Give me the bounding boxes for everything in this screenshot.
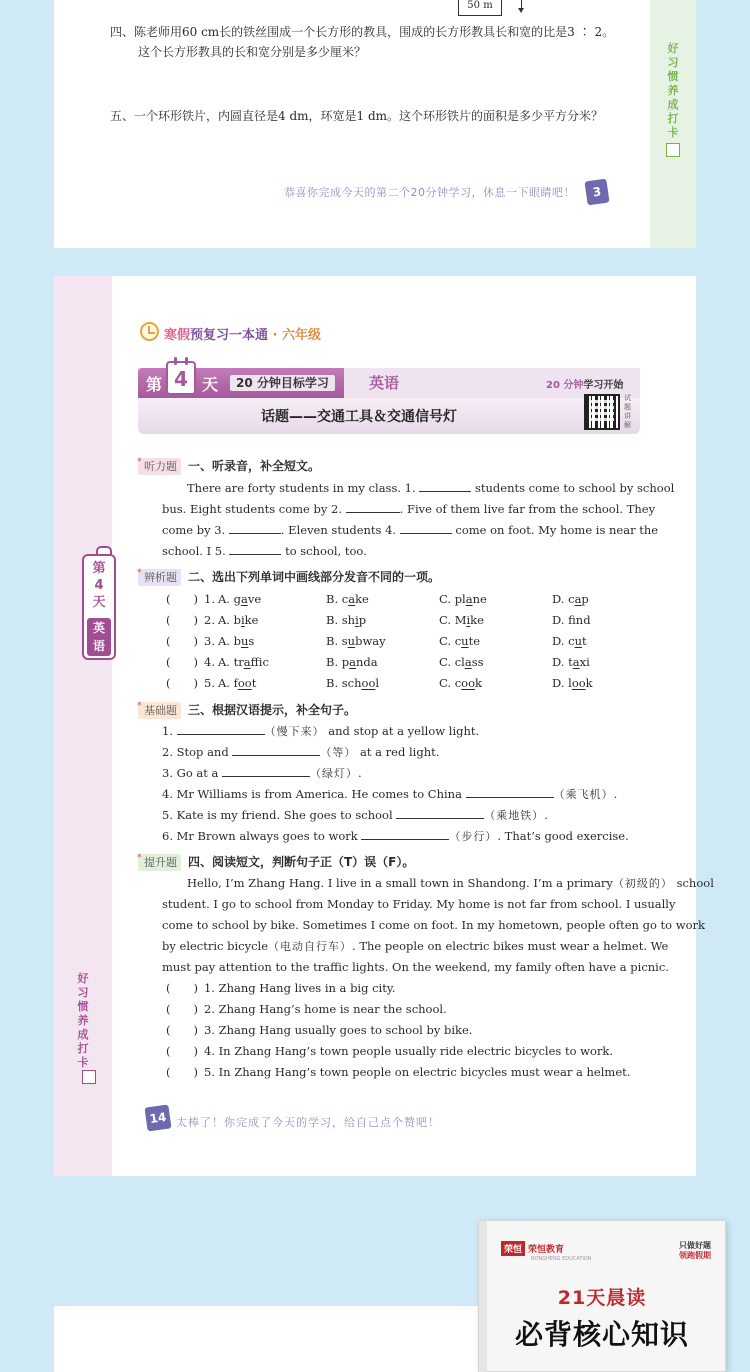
phonics-row: ( ) 1. A. gave B. cake C. plane D. cap: [166, 589, 646, 610]
tf-item-4: ( ) 4. In Zhang Hang’s town people usually ride electric bicycles to work.: [166, 1044, 614, 1058]
answer-blank[interactable]: [396, 806, 484, 819]
qr-caption: 试 题 讲 解: [624, 394, 631, 429]
study-start-label: 20 分钟学习开始: [546, 380, 624, 391]
answer-paren[interactable]: ( ): [166, 634, 198, 648]
passage-line-1: Hello, I’m Zhang Hang. I live in a small town in Shandong. I’m a primary（初级的） school: [187, 876, 714, 890]
option-b: B. school: [326, 676, 380, 690]
day-side-label: 第 4 天 英 语: [82, 554, 116, 660]
calendar-icon: [166, 361, 196, 395]
day-suffix: 天: [202, 375, 219, 394]
tf-item-3: ( ) 3. Zhang Hang usually goes to school by bike.: [166, 1023, 473, 1037]
passage-line-5: must pay attention to the traffic lights. On the weekend, my family often have a picnic.: [162, 960, 669, 974]
phonics-row: ( ) 3. A. bus B. subway C. cute D. cut: [166, 631, 646, 652]
page-number-badge: 14: [144, 1104, 171, 1131]
blank-4[interactable]: [400, 521, 452, 534]
topic-banner: [138, 398, 640, 434]
answer-blank[interactable]: [466, 785, 554, 798]
habit-tab: [650, 0, 696, 248]
alarm-clock-icon: [140, 322, 159, 341]
listening-tag: * 听力题: [138, 458, 181, 475]
answer-paren[interactable]: ( ): [166, 592, 198, 606]
habit-tab-label: 好 习 惯 养 成 打 卡: [667, 42, 679, 139]
figure-arrow-icon: [521, 0, 522, 10]
habit-tab: [54, 276, 112, 1176]
phonics-tag: * 辨析题: [138, 569, 181, 586]
answer-paren[interactable]: ( ): [166, 613, 198, 627]
answer-blank[interactable]: [222, 764, 310, 777]
blank-1[interactable]: [419, 479, 471, 492]
publisher-logo: 荣恒 荣恒教育 RONGHENG EDUCATION: [501, 1241, 592, 1262]
topic-title: 话题——交通工具＆交通信号灯: [261, 409, 457, 425]
blank-2[interactable]: [346, 500, 400, 513]
basic-sentence-6: 6. Mr Brown always goes to work （步行）. That’s good exercise.: [162, 829, 629, 843]
subject-title: 英语: [369, 374, 400, 392]
phonics-row: ( ) 4. A. traffic B. panda C. class D. taxi: [166, 652, 646, 673]
answer-paren[interactable]: ( ): [166, 1023, 198, 1037]
answer-paren[interactable]: ( ): [166, 676, 198, 690]
answer-blank[interactable]: [361, 827, 449, 840]
day-banner-purple: [138, 368, 344, 398]
option-b: B. panda: [326, 655, 378, 669]
page-number-badge: 3: [584, 179, 609, 206]
answer-blank[interactable]: [177, 722, 265, 735]
figure-length-label: 50 m: [458, 0, 502, 16]
option-a: A. bike: [218, 613, 259, 627]
listening-line-4: school. I 5. to school, too.: [162, 544, 367, 558]
goal-label: 20 分钟目标学习: [230, 375, 335, 391]
listening-line-3: come by 3. . Eleven students 4. come on foot. My home is near the: [162, 523, 659, 537]
book-cover-ad[interactable]: [478, 1220, 726, 1372]
listening-line-1: There are forty students in my class. 1. students come to school by school: [187, 481, 675, 495]
answer-paren[interactable]: ( ): [166, 1065, 198, 1079]
previous-math-page: [54, 0, 696, 248]
listening-line-2: bus. Eight students come by 2. . Five of them live far from the school. They: [162, 502, 656, 516]
series-brand: 寒假预复习一本通 · 六年级: [164, 328, 322, 343]
phonics-title: 二、选出下列单词中画线部分发音不同的一项。: [188, 570, 441, 584]
habit-tab-label: 好 习 惯 养 成 打 卡: [77, 972, 89, 1069]
habit-checkbox[interactable]: [666, 143, 680, 157]
option-d: D. look: [552, 676, 593, 690]
answer-paren[interactable]: ( ): [166, 1002, 198, 1016]
option-c: C. class: [439, 655, 484, 669]
option-d: D. taxi: [552, 655, 590, 669]
reading-title: 四、阅读短文，判断句子正（T）误（F）。: [188, 855, 415, 869]
reading-tag: * 提升题: [138, 854, 181, 871]
option-a: A. gave: [218, 592, 262, 606]
option-b: B. subway: [326, 634, 386, 648]
break-message: 恭喜你完成今天的第二个20分钟学习，休息一下眼睛吧！: [284, 186, 575, 199]
answer-paren[interactable]: ( ): [166, 981, 198, 995]
blank-5[interactable]: [229, 542, 281, 555]
basic-sentence-4: 4. Mr Williams is from America. He comes to China （乘飞机）.: [162, 787, 618, 801]
passage-line-4: by electric bicycle（电动自行车）. The people on electric bikes must wear a helmet. We: [162, 939, 669, 953]
completion-message: 太棒了！你完成了今天的学习，给自己点个赞吧！: [176, 1116, 440, 1129]
option-a: A. traffic: [218, 655, 269, 669]
option-a: A. foot: [218, 676, 257, 690]
habit-checkbox[interactable]: [82, 1070, 96, 1084]
listening-title: 一、听录音，补全短文。: [188, 459, 321, 473]
day-banner: [138, 368, 640, 398]
side-subject: 英 语: [87, 618, 111, 656]
option-c: C. cook: [439, 676, 482, 690]
tf-item-5: ( ) 5. In Zhang Hang’s town people on electric bicycles must wear a helmet.: [166, 1065, 631, 1079]
tf-item-1: ( ) 1. Zhang Hang lives in a big city.: [166, 981, 396, 995]
basic-sentence-3: 3. Go at a （绿灯）.: [162, 766, 362, 780]
day-prefix: 第: [146, 375, 163, 394]
option-c: C. plane: [439, 592, 487, 606]
book-slogan: 只做好题 领跑假期: [679, 1241, 711, 1260]
answer-blank[interactable]: [232, 743, 320, 756]
option-c: C. cute: [439, 634, 481, 648]
option-d: D. cut: [552, 634, 587, 648]
basic-title: 三、根据汉语提示，补全句子。: [188, 703, 357, 717]
answer-paren[interactable]: ( ): [166, 655, 198, 669]
tf-item-2: ( ) 2. Zhang Hang’s home is near the school.: [166, 1002, 447, 1016]
phonics-row: ( ) 5. A. foot B. school C. cook D. look: [166, 673, 646, 694]
day-number: 4: [174, 367, 188, 391]
question-5: 五、一个环形铁片，内圆直径是4 dm，环宽是1 dm。这个环形铁片的面积是多少平方分米？: [110, 109, 604, 123]
phonics-row: ( ) 2. A. bike B. ship C. Mike D. fnd: [166, 610, 646, 631]
option-b: B. cake: [326, 592, 369, 606]
qr-code[interactable]: [584, 394, 620, 430]
question-4-line-2: 这个长方形教具的长和宽分别是多少厘米？: [138, 45, 367, 59]
basic-sentence-5: 5. Kate is my friend. She goes to school （乘地铁）.: [162, 808, 548, 822]
passage-line-2: student. I go to school from Monday to Friday. My home is not far from school. I usually: [162, 897, 676, 911]
option-a: A. bus: [218, 634, 255, 648]
passage-line-3: come to school by bike. Sometimes I come on foot. In my hometown, people often go to work: [162, 918, 705, 932]
answer-paren[interactable]: ( ): [166, 1044, 198, 1058]
english-day4-page: [54, 276, 714, 1176]
basic-sentence-2: 2. Stop and （等） at a red light.: [162, 745, 440, 759]
option-b: B. ship: [326, 613, 367, 627]
option-d: D. fnd: [552, 613, 591, 627]
blank-3[interactable]: [229, 521, 281, 534]
book-title-line-2: 必背核心知识: [514, 1318, 689, 1351]
basic-tag: * 基础题: [138, 702, 181, 719]
option-c: C. Mike: [439, 613, 484, 627]
basic-sentence-1: 1. （慢下来） and stop at a yellow light.: [162, 724, 480, 738]
question-4-line-1: 四、陈老师用60 cm长的铁丝围成一个长方形的教具，围成的长方形教具长和宽的比是3 ∶ 2。: [110, 25, 615, 39]
option-d: D. cap: [552, 592, 589, 606]
book-title-line-1: 21天晨读: [557, 1287, 647, 1309]
